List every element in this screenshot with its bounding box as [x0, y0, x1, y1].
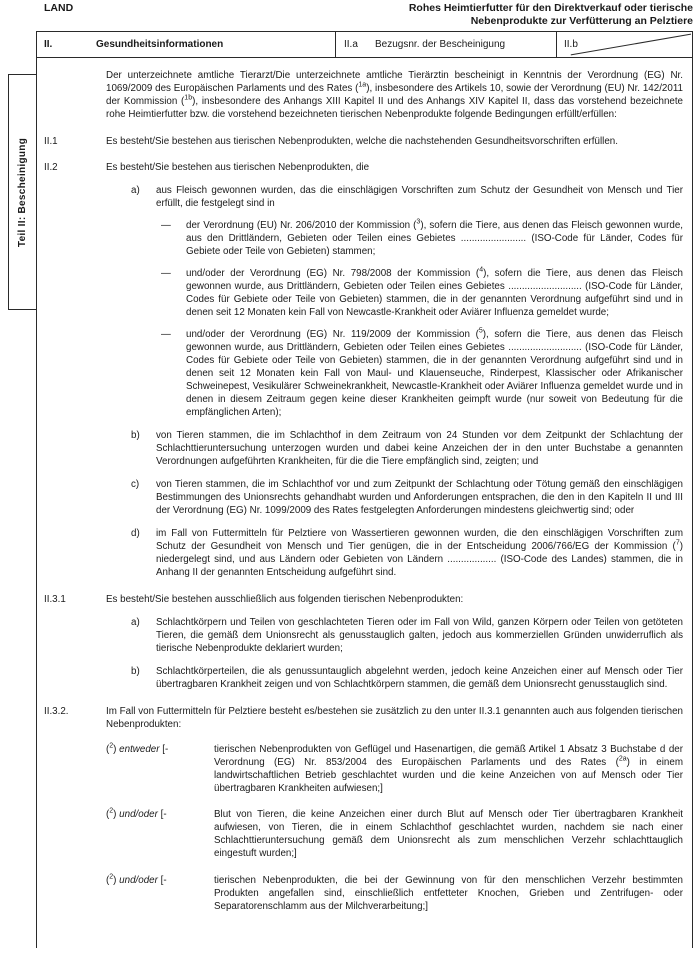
option-bracket: [- — [162, 744, 169, 755]
certificate-body — [37, 69, 692, 913]
option-label — [106, 743, 214, 795]
indent-spacer — [37, 478, 106, 517]
document-title-line-1: Rohes Heimtierfutter für den Direktverkauf oder tierische — [408, 2, 693, 14]
option-bracket: [- — [160, 809, 167, 820]
clause-dash-regulation-798-2008 — [37, 267, 692, 319]
section-title: Gesundheitsinformationen — [96, 39, 224, 50]
indent-spacer — [37, 743, 106, 795]
indent-spacer — [37, 328, 106, 419]
clause-ii-2-b — [37, 429, 692, 468]
clause-text: der Verordnung (EU) Nr. 206/2010 der Kommission ($^3$), sofern die Tiere, aus denen das Fleisch gewonnen wurde, aus den Drittländern, Gebieten oder Teilen eines Gebietes ........................ (ISO-Code für Länder, Codes für Gebiete oder Teile von Gebieten) stammen; — [186, 218, 683, 257]
clause-text: Es besteht/Sie bestehen aus tierischen Nebenprodukten, welche die nachstehenden Gesundheitsvorschriften erfüllen. — [106, 136, 618, 147]
clause-letter: a) — [131, 617, 140, 628]
intro-clause-text: Der unterzeichnete amtliche Tierarzt/Die unterzeichnete amtliche Tierärztin bescheinigt in Kenntnis der Verordnung (EG) Nr. 1069/2009 des Europäischen Parlaments und des Rates ($^{1a}$), insbesondere des Artikels 10, sowie der Verordnung (EU) Nr. 142/2011 der Kommission ($^{1b}$), insbesondere des Anhangs XIII Kapitel II und des Anhangs XIV Kapitel II, dass das vorstehend bezeichnete rohe Heimtierfutter bzw. die vorstehend bezeichneten tierischen Nebenprodukte folgende Bedingungen erfüllt/erfüllen: — [106, 70, 684, 120]
clause-ii-2-a — [37, 184, 692, 210]
clause-ii-2 — [37, 161, 692, 174]
option-bracket: [- — [160, 875, 167, 886]
clause-letter: b) — [131, 430, 140, 441]
clause-text: Es besteht/Sie bestehen aus tierischen Nebenprodukten, die — [106, 162, 370, 173]
clause-letter: c) — [131, 479, 140, 490]
diagonal-strike-line — [557, 32, 692, 57]
country-label: LAND — [44, 2, 74, 14]
clause-text: im Fall von Futtermitteln für Pelztiere von Wassertieren gewonnen wurden, die den einschlägigen Vorschriften zum Schutz der Gesundheit von Mensch und Tier genügen, die in der Entscheidung 2006/766/EG der Kommission ($^7$) niedergelegt sind, und aus Ländern oder Gebieten von Ländern .................. (ISO-Code des Landes) stammen, die in Anhang II der genannten Entscheidung aufgeführt sind. — [156, 528, 683, 578]
clause-ii-2-d — [37, 527, 692, 579]
clause-text: Blut von Tieren, die keine Anzeichen einer durch Blut auf Mensch oder Tier übertragbaren Krankheit aufwiesen, von Tieren, die in einem Schlachthof geschlachtet wurden, nachdem sie nach einer Schlachttieruntersuchung gemäß dem Unionsrecht als zum menschlichen Verzehr schlachttauglich eingestuft wurden;] — [214, 809, 683, 859]
footnote-marker: ($^2$) — [106, 742, 117, 755]
option-word: und/oder — [119, 809, 158, 820]
intro-clause — [37, 69, 692, 121]
indent-spacer — [37, 527, 106, 579]
clause-ii-3-1 — [37, 593, 692, 606]
clause-ii-3-1-b — [37, 665, 692, 691]
clause-number: II.3.1 — [44, 594, 66, 605]
document-title-line-2: Nebenprodukte zur Verfütterung an Pelztiere — [470, 15, 693, 27]
indent-spacer — [37, 267, 106, 319]
clause-letter: d) — [131, 528, 140, 539]
option-word: und/oder — [119, 875, 158, 886]
certificate-header-row — [37, 32, 692, 58]
reference-number-caption: Bezugsnr. der Bescheinigung — [375, 39, 506, 50]
footnote-marker: ($^2$) — [106, 807, 117, 820]
option-word: entweder — [119, 744, 160, 755]
option-label — [106, 874, 214, 913]
clause-ii-3-1-a — [37, 616, 692, 655]
clause-ii-2-c — [37, 478, 692, 517]
part-ii-sidebar-label — [8, 74, 37, 310]
clause-text: und/oder der Verordnung (EG) Nr. 119/2009 der Kommission ($^5$), sofern die Tiere, aus denen das Fleisch gewonnen wurde, aus Drittländern, Gebieten oder Teilen eines Gebietes ........................... (ISO-Code für Länder, Codes für Gebiete oder Teile von Gebieten) stammen, die in der genannten Verordnung aufgeführt sind und in denen seit 12 Monaten kein Fall von Maul- und Klauenseuche, Rinderpest, Klassischer oder Afrikanischer Schweinepest, Vesikulärer Schweinekrankheit, Newcastle-Krankheit oder Aviärer Influenza gemeldet wurde und in denen in diesem Zeitraum gegen keine dieser Krankheiten geimpft wurde (nur soweit von Bedeutung für die empfänglichen Arten); — [186, 327, 683, 418]
footnote-marker: ($^2$) — [106, 873, 117, 886]
dash-bullet: — — [161, 329, 171, 340]
certificate-table — [36, 31, 693, 948]
clause-text: Schlachtkörperteilen, die als genussuntauglich abgelehnt werden, jedoch keine Anzeichen einer auf Mensch oder Tier übertragbaren Krankheit zeigen und von Schlachtkörpern stammen, die gemäß dem Unionsrecht genusstauglich sind. — [156, 666, 683, 690]
clause-text: tierischen Nebenprodukten von Geflügel und Hasenartigen, die gemäß Artikel 1 Absatz 3 Buchstabe d der Verordnung (EG) Nr. 853/2004 des Europäischen Parlaments und des Rates ($^{2a}$) in einem landwirtschaftlichen Betrieb geschlachtet wurden und die keine Anzeichen von auf Mensch oder Tier übertragbaren Krankheiten aufwiesen;] — [214, 744, 683, 794]
reference-number-label: II.a — [344, 39, 358, 50]
clause-text: von Tieren stammen, die im Schlachthof vor und zum Zeitpunkt der Schlachtung oder Tötung gemäß den einschlägigen Bestimmungen des Unionsrechts gehandhabt wurden und Anforderungen entsprachen, die den in den Kapiteln II und III der Verordnung (EG) Nr. 1099/2009 des Rates festgelegten Anforderungen mindestens gleichwertig sind; oder — [156, 479, 683, 516]
indent-spacer — [37, 874, 106, 913]
clause-text: tierischen Nebenprodukten, die bei der Gewinnung von für den menschlichen Verzehr bestimmten Produkten angefallen sind, einschließlich entfetteter Knochen, Grieben und Zentrifugen- oder Separatorenschlamm aus der Milchverarbeitung;] — [214, 875, 683, 912]
indent-spacer — [37, 808, 106, 860]
clause-text: von Tieren stammen, die im Schlachthof in dem Zeitraum von 24 Stunden vor dem Zeitpunkt der Schlachtung der Schlachttieruntersuchung unterzogen wurden und dabei keine Anzeichen der in den unter Buchstabe a genannten Verordnungen aufgeführten Krankheiten, für die die Tiere empfänglich sind, zeigten; und — [156, 430, 683, 467]
indent-spacer — [37, 665, 106, 691]
clause-text: und/oder der Verordnung (EG) Nr. 798/2008 der Kommission ($^4$), sofern die Tiere, aus denen das Fleisch gewonnen wurde, aus Drittländern, Gebieten oder Teilen eines Gebietes ........................... (ISO-Code für Länder, Codes für Gebiete oder Teile von Gebieten) stammen, die in der genannten Verordnung aufgeführt sind und in denen seit 12 Monaten kein Fall von Newcastle-Krankheit oder Aviärer Influenza gemeldet wurde; — [186, 266, 683, 318]
clause-letter: b) — [131, 666, 140, 677]
clause-text: Schlachtkörpern und Teilen von geschlachteten Tieren oder im Fall von Wild, ganzen Körpern oder Teilen von getöteten Tieren, die gemäß dem Unionsrecht als genusstauglich galten, jedoch aus kommerziellen Gründen unwiderruflich als tierische Nebenprodukte deklariert wurden; — [156, 617, 683, 654]
part-ii-sidebar-text: Teil II: Bescheinigung — [17, 137, 29, 247]
document-title — [409, 2, 693, 28]
clause-text: aus Fleisch gewonnen wurden, das die einschlägigen Vorschriften zum Schutz der Gesundheit von Mensch und Tier erfüllt, die festgelegt sind in — [156, 185, 683, 209]
dash-bullet: — — [161, 268, 171, 279]
dash-bullet: — — [161, 220, 171, 231]
clause-number: II.1 — [44, 136, 58, 147]
indent-spacer — [37, 219, 106, 258]
header-cell-section — [37, 39, 335, 50]
clause-text: Es besteht/Sie bestehen ausschließlich aus folgenden tierischen Nebenprodukten: — [106, 594, 464, 605]
indent-spacer — [37, 69, 106, 121]
clause-option-undoder-2 — [37, 874, 692, 913]
section-number: II. — [44, 39, 53, 50]
clause-ii-1 — [37, 135, 692, 148]
clause-dash-regulation-119-2009 — [37, 328, 692, 419]
clause-text: Im Fall von Futtermitteln für Pelztiere besteht es/bestehen sie zusätzlich zu den unter II.3.1 genannten auch aus folgenden tierischen Nebenprodukten: — [106, 706, 683, 730]
clause-dash-regulation-206-2010 — [37, 219, 692, 258]
iib-label: II.b — [564, 39, 578, 50]
header-cell-reference-number — [335, 32, 556, 57]
clause-option-entweder — [37, 743, 692, 795]
header-cell-iib — [556, 32, 692, 57]
clause-number: II.3.2. — [44, 706, 69, 717]
clause-option-undoder-1 — [37, 808, 692, 860]
option-label — [106, 808, 214, 860]
clause-number: II.2 — [44, 162, 58, 173]
indent-spacer — [37, 429, 106, 468]
indent-spacer — [37, 616, 106, 655]
clause-letter: a) — [131, 185, 140, 196]
indent-spacer — [37, 184, 106, 210]
clause-ii-3-2 — [37, 705, 692, 731]
